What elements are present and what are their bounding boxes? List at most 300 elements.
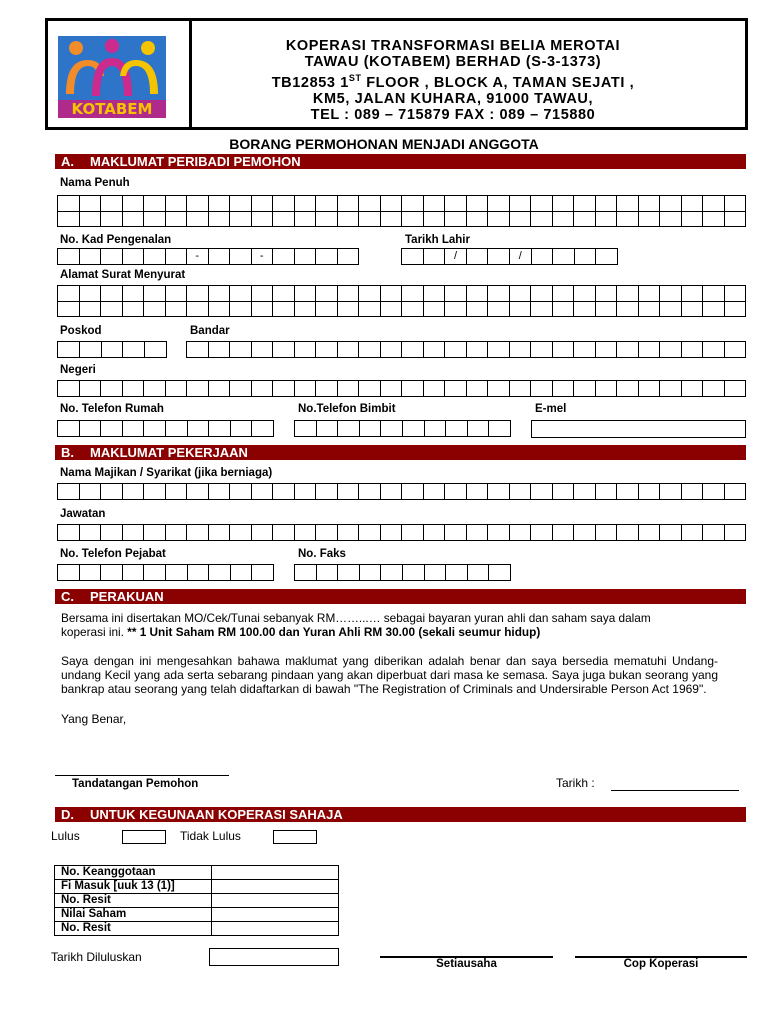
character-cell[interactable] [531, 301, 553, 317]
character-cell[interactable] [617, 195, 639, 212]
character-cell[interactable] [80, 420, 102, 437]
character-cell[interactable] [510, 380, 532, 397]
character-cell[interactable] [617, 301, 639, 317]
character-cell[interactable] [446, 564, 468, 581]
character-cell[interactable] [338, 564, 360, 581]
character-cell[interactable] [316, 341, 338, 358]
character-cell[interactable] [123, 483, 145, 500]
character-cell[interactable] [424, 483, 446, 500]
character-cell[interactable] [660, 341, 682, 358]
character-cell[interactable] [123, 564, 145, 581]
tarikh-lahir-field[interactable] [401, 248, 618, 265]
character-cell[interactable] [166, 420, 188, 437]
character-cell[interactable] [230, 341, 252, 358]
character-cell[interactable] [531, 380, 553, 397]
character-cell[interactable] [166, 524, 188, 541]
character-cell[interactable] [402, 341, 424, 358]
character-cell[interactable] [101, 380, 123, 397]
character-cell[interactable] [381, 195, 403, 212]
character-cell[interactable] [360, 420, 382, 437]
character-cell[interactable] [144, 420, 166, 437]
character-cell[interactable] [101, 285, 123, 302]
character-cell[interactable] [424, 248, 446, 265]
character-cell[interactable] [230, 211, 252, 227]
character-cell[interactable] [80, 380, 102, 397]
character-cell[interactable] [381, 341, 403, 358]
character-cell[interactable] [660, 483, 682, 500]
character-cell[interactable] [682, 285, 704, 302]
character-cell[interactable] [445, 483, 467, 500]
character-cell[interactable] [660, 380, 682, 397]
character-cell[interactable] [403, 420, 425, 437]
character-cell[interactable] [273, 380, 295, 397]
character-cell[interactable] [230, 483, 252, 500]
character-cell[interactable] [187, 211, 209, 227]
character-cell[interactable] [445, 301, 467, 317]
character-cell[interactable] [531, 285, 553, 302]
character-cell[interactable] [80, 285, 102, 302]
character-cell[interactable] [338, 195, 360, 212]
character-cell[interactable]: - [252, 248, 274, 265]
character-cell[interactable] [510, 341, 532, 358]
character-cell[interactable] [488, 285, 510, 302]
character-cell[interactable] [188, 420, 210, 437]
character-cell[interactable] [166, 248, 188, 265]
character-cell[interactable] [467, 301, 489, 317]
character-cell[interactable] [425, 420, 447, 437]
character-cell[interactable] [660, 285, 682, 302]
character-cell[interactable] [575, 248, 597, 265]
emel-field[interactable] [531, 420, 746, 438]
character-cell[interactable] [703, 285, 725, 302]
character-cell[interactable] [144, 380, 166, 397]
character-cell[interactable] [488, 195, 510, 212]
character-cell[interactable] [639, 483, 661, 500]
character-cell[interactable] [596, 483, 618, 500]
character-cell[interactable] [553, 248, 575, 265]
character-cell[interactable] [273, 301, 295, 317]
character-cell[interactable] [316, 248, 338, 265]
tel-pejabat-field[interactable] [57, 564, 274, 581]
character-cell[interactable] [166, 301, 188, 317]
character-cell[interactable] [231, 420, 253, 437]
character-cell[interactable] [467, 248, 489, 265]
character-cell[interactable] [252, 211, 274, 227]
nama-penuh-row1[interactable] [57, 195, 746, 212]
character-cell[interactable] [381, 420, 403, 437]
character-cell[interactable] [381, 211, 403, 227]
character-cell[interactable] [617, 524, 639, 541]
character-cell[interactable] [209, 285, 231, 302]
character-cell[interactable] [101, 564, 123, 581]
character-cell[interactable] [316, 380, 338, 397]
character-cell[interactable] [660, 211, 682, 227]
character-cell[interactable]: / [510, 248, 532, 265]
character-cell[interactable] [467, 195, 489, 212]
character-cell[interactable] [531, 341, 553, 358]
character-cell[interactable] [467, 380, 489, 397]
character-cell[interactable] [58, 195, 80, 212]
alamat-row2[interactable] [57, 301, 746, 317]
character-cell[interactable] [273, 524, 295, 541]
character-cell[interactable] [144, 285, 166, 302]
character-cell[interactable] [360, 564, 382, 581]
character-cell[interactable] [725, 301, 747, 317]
character-cell[interactable] [403, 564, 425, 581]
character-cell[interactable] [381, 285, 403, 302]
character-cell[interactable] [553, 211, 575, 227]
character-cell[interactable] [510, 211, 532, 227]
character-cell[interactable] [80, 248, 102, 265]
jawatan-field[interactable] [57, 524, 746, 541]
character-cell[interactable] [596, 524, 618, 541]
character-cell[interactable] [553, 341, 575, 358]
character-cell[interactable] [230, 380, 252, 397]
character-cell[interactable] [101, 420, 123, 437]
character-cell[interactable] [359, 195, 381, 212]
character-cell[interactable] [252, 341, 274, 358]
character-cell[interactable] [596, 285, 618, 302]
character-cell[interactable] [58, 420, 80, 437]
character-cell[interactable] [58, 248, 80, 265]
character-cell[interactable] [531, 524, 553, 541]
character-cell[interactable] [402, 380, 424, 397]
character-cell[interactable] [295, 341, 317, 358]
character-cell[interactable] [230, 285, 252, 302]
character-cell[interactable] [295, 301, 317, 317]
character-cell[interactable] [58, 524, 80, 541]
character-cell[interactable] [402, 195, 424, 212]
character-cell[interactable] [596, 211, 618, 227]
character-cell[interactable] [166, 195, 188, 212]
character-cell[interactable] [187, 341, 209, 358]
character-cell[interactable] [445, 524, 467, 541]
character-cell[interactable] [574, 341, 596, 358]
character-cell[interactable] [445, 211, 467, 227]
character-cell[interactable] [488, 483, 510, 500]
character-cell[interactable] [144, 524, 166, 541]
character-cell[interactable] [273, 248, 295, 265]
character-cell[interactable] [209, 341, 231, 358]
character-cell[interactable] [381, 380, 403, 397]
character-cell[interactable] [424, 341, 446, 358]
character-cell[interactable] [295, 380, 317, 397]
character-cell[interactable] [553, 524, 575, 541]
character-cell[interactable] [553, 380, 575, 397]
character-cell[interactable] [703, 483, 725, 500]
character-cell[interactable] [402, 524, 424, 541]
character-cell[interactable] [725, 285, 747, 302]
character-cell[interactable] [359, 301, 381, 317]
character-cell[interactable] [230, 248, 252, 265]
character-cell[interactable] [209, 380, 231, 397]
row-value[interactable] [212, 866, 339, 880]
tel-rumah-field[interactable] [57, 420, 274, 437]
character-cell[interactable] [166, 564, 188, 581]
character-cell[interactable] [682, 524, 704, 541]
character-cell[interactable] [660, 301, 682, 317]
character-cell[interactable] [80, 524, 102, 541]
character-cell[interactable] [703, 524, 725, 541]
character-cell[interactable] [101, 195, 123, 212]
character-cell[interactable] [295, 564, 317, 581]
row-value[interactable] [212, 922, 339, 936]
character-cell[interactable] [338, 420, 360, 437]
character-cell[interactable] [424, 285, 446, 302]
character-cell[interactable] [639, 211, 661, 227]
character-cell[interactable] [510, 301, 532, 317]
character-cell[interactable] [295, 524, 317, 541]
character-cell[interactable] [381, 564, 403, 581]
character-cell[interactable] [402, 301, 424, 317]
character-cell[interactable] [703, 301, 725, 317]
character-cell[interactable] [553, 285, 575, 302]
character-cell[interactable] [166, 285, 188, 302]
character-cell[interactable] [123, 380, 145, 397]
faks-field[interactable] [294, 564, 511, 581]
character-cell[interactable] [316, 524, 338, 541]
character-cell[interactable] [532, 248, 554, 265]
character-cell[interactable] [574, 211, 596, 227]
signature-line[interactable] [55, 775, 229, 776]
kad-pengenalan-field[interactable] [57, 248, 359, 265]
character-cell[interactable] [187, 285, 209, 302]
character-cell[interactable] [58, 483, 80, 500]
character-cell[interactable] [445, 380, 467, 397]
character-cell[interactable] [402, 483, 424, 500]
character-cell[interactable] [553, 301, 575, 317]
tel-bimbit-field[interactable] [294, 420, 511, 437]
character-cell[interactable] [381, 483, 403, 500]
character-cell[interactable] [467, 483, 489, 500]
character-cell[interactable] [510, 524, 532, 541]
character-cell[interactable] [359, 524, 381, 541]
character-cell[interactable] [58, 285, 80, 302]
character-cell[interactable] [338, 285, 360, 302]
character-cell[interactable] [359, 380, 381, 397]
character-cell[interactable] [338, 341, 360, 358]
character-cell[interactable] [467, 524, 489, 541]
character-cell[interactable] [574, 195, 596, 212]
character-cell[interactable] [574, 285, 596, 302]
character-cell[interactable] [725, 195, 747, 212]
character-cell[interactable] [273, 211, 295, 227]
character-cell[interactable] [574, 524, 596, 541]
character-cell[interactable] [424, 301, 446, 317]
character-cell[interactable] [338, 483, 360, 500]
row-value[interactable] [212, 894, 339, 908]
character-cell[interactable] [209, 301, 231, 317]
character-cell[interactable] [531, 195, 553, 212]
character-cell[interactable] [725, 483, 747, 500]
character-cell[interactable] [58, 301, 80, 317]
character-cell[interactable] [209, 195, 231, 212]
character-cell[interactable] [123, 301, 145, 317]
character-cell[interactable] [58, 211, 80, 227]
character-cell[interactable] [338, 211, 360, 227]
character-cell[interactable] [489, 564, 511, 581]
character-cell[interactable] [468, 564, 490, 581]
character-cell[interactable] [80, 211, 102, 227]
character-cell[interactable] [682, 195, 704, 212]
character-cell[interactable]: - [187, 248, 209, 265]
character-cell[interactable] [402, 248, 424, 265]
character-cell[interactable] [209, 524, 231, 541]
character-cell[interactable] [359, 483, 381, 500]
character-cell[interactable] [467, 211, 489, 227]
character-cell[interactable] [682, 301, 704, 317]
character-cell[interactable] [187, 301, 209, 317]
character-cell[interactable] [424, 195, 446, 212]
character-cell[interactable] [617, 285, 639, 302]
character-cell[interactable] [510, 483, 532, 500]
character-cell[interactable] [467, 285, 489, 302]
character-cell[interactable] [187, 483, 209, 500]
character-cell[interactable] [488, 301, 510, 317]
character-cell[interactable] [252, 195, 274, 212]
tarikh-line[interactable] [611, 790, 739, 791]
character-cell[interactable] [58, 380, 80, 397]
character-cell[interactable] [359, 285, 381, 302]
character-cell[interactable] [316, 483, 338, 500]
character-cell[interactable] [317, 420, 339, 437]
character-cell[interactable] [617, 341, 639, 358]
lulus-checkbox[interactable] [122, 830, 166, 844]
character-cell[interactable] [402, 285, 424, 302]
character-cell[interactable] [553, 195, 575, 212]
character-cell[interactable] [252, 524, 274, 541]
alamat-row1[interactable] [57, 285, 746, 302]
character-cell[interactable] [682, 483, 704, 500]
majikan-field[interactable] [57, 483, 746, 500]
character-cell[interactable]: / [445, 248, 467, 265]
character-cell[interactable] [617, 211, 639, 227]
row-value[interactable] [212, 880, 339, 894]
character-cell[interactable] [617, 483, 639, 500]
character-cell[interactable] [725, 380, 747, 397]
character-cell[interactable] [273, 341, 295, 358]
character-cell[interactable] [510, 285, 532, 302]
character-cell[interactable] [209, 483, 231, 500]
character-cell[interactable] [488, 524, 510, 541]
character-cell[interactable] [338, 524, 360, 541]
character-cell[interactable] [596, 380, 618, 397]
character-cell[interactable] [338, 248, 360, 265]
character-cell[interactable] [252, 564, 274, 581]
character-cell[interactable] [703, 380, 725, 397]
character-cell[interactable] [295, 248, 317, 265]
character-cell[interactable] [725, 211, 747, 227]
character-cell[interactable] [230, 195, 252, 212]
character-cell[interactable] [209, 564, 231, 581]
character-cell[interactable] [209, 420, 231, 437]
character-cell[interactable] [639, 341, 661, 358]
character-cell[interactable] [725, 524, 747, 541]
character-cell[interactable] [425, 564, 447, 581]
character-cell[interactable] [102, 341, 124, 358]
character-cell[interactable] [468, 420, 490, 437]
character-cell[interactable] [316, 211, 338, 227]
character-cell[interactable] [231, 564, 253, 581]
character-cell[interactable] [101, 524, 123, 541]
tarikh-diluluskan-field[interactable] [209, 948, 339, 966]
character-cell[interactable] [187, 524, 209, 541]
character-cell[interactable] [574, 483, 596, 500]
tidak-lulus-checkbox[interactable] [273, 830, 317, 844]
character-cell[interactable] [660, 195, 682, 212]
character-cell[interactable] [381, 301, 403, 317]
character-cell[interactable] [252, 301, 274, 317]
character-cell[interactable] [531, 211, 553, 227]
character-cell[interactable] [424, 524, 446, 541]
character-cell[interactable] [123, 420, 145, 437]
character-cell[interactable] [682, 380, 704, 397]
character-cell[interactable] [101, 211, 123, 227]
character-cell[interactable] [639, 301, 661, 317]
character-cell[interactable] [359, 341, 381, 358]
character-cell[interactable] [317, 564, 339, 581]
row-value[interactable] [212, 908, 339, 922]
character-cell[interactable] [295, 285, 317, 302]
character-cell[interactable] [488, 341, 510, 358]
character-cell[interactable] [252, 285, 274, 302]
character-cell[interactable] [424, 211, 446, 227]
character-cell[interactable] [123, 524, 145, 541]
character-cell[interactable] [295, 483, 317, 500]
character-cell[interactable] [230, 301, 252, 317]
character-cell[interactable] [682, 211, 704, 227]
character-cell[interactable] [703, 341, 725, 358]
character-cell[interactable] [166, 211, 188, 227]
character-cell[interactable] [80, 195, 102, 212]
character-cell[interactable] [488, 380, 510, 397]
character-cell[interactable] [295, 195, 317, 212]
character-cell[interactable] [58, 341, 80, 358]
character-cell[interactable] [273, 195, 295, 212]
character-cell[interactable] [144, 248, 166, 265]
character-cell[interactable] [144, 564, 166, 581]
character-cell[interactable] [381, 524, 403, 541]
character-cell[interactable] [80, 341, 102, 358]
character-cell[interactable] [725, 341, 747, 358]
character-cell[interactable] [338, 380, 360, 397]
character-cell[interactable] [123, 195, 145, 212]
character-cell[interactable] [123, 211, 145, 227]
character-cell[interactable] [489, 420, 511, 437]
character-cell[interactable] [703, 211, 725, 227]
character-cell[interactable] [639, 285, 661, 302]
character-cell[interactable] [639, 524, 661, 541]
character-cell[interactable] [187, 380, 209, 397]
character-cell[interactable] [359, 211, 381, 227]
character-cell[interactable] [145, 341, 167, 358]
character-cell[interactable] [617, 380, 639, 397]
character-cell[interactable] [445, 341, 467, 358]
character-cell[interactable] [316, 301, 338, 317]
character-cell[interactable] [639, 195, 661, 212]
character-cell[interactable] [230, 524, 252, 541]
character-cell[interactable] [188, 564, 210, 581]
character-cell[interactable] [166, 483, 188, 500]
character-cell[interactable] [553, 483, 575, 500]
character-cell[interactable] [488, 248, 510, 265]
character-cell[interactable] [596, 301, 618, 317]
character-cell[interactable] [596, 341, 618, 358]
character-cell[interactable] [144, 301, 166, 317]
character-cell[interactable] [123, 248, 145, 265]
character-cell[interactable] [338, 301, 360, 317]
character-cell[interactable] [682, 341, 704, 358]
